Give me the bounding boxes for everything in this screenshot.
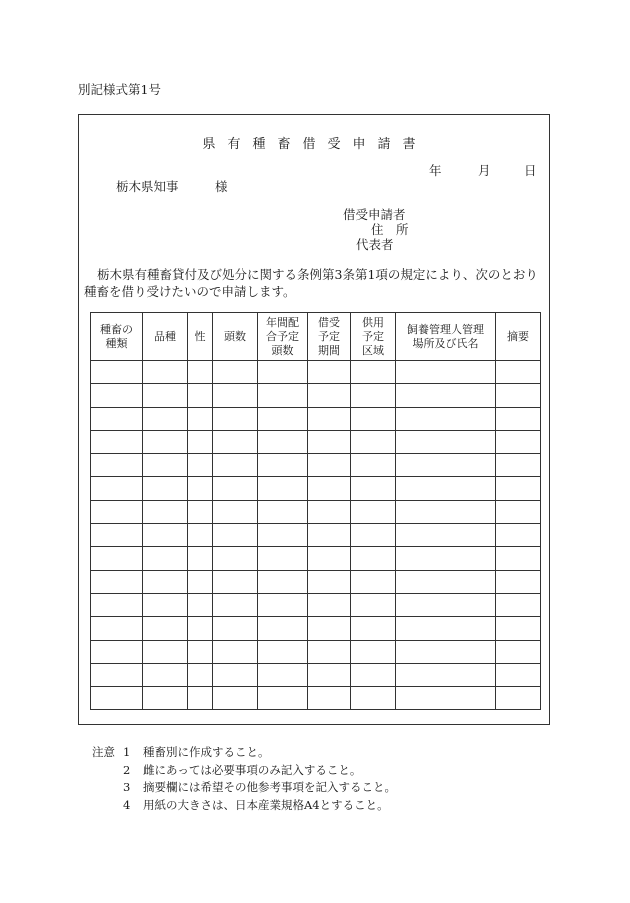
table-cell[interactable] — [496, 547, 541, 570]
table-cell[interactable] — [308, 617, 351, 640]
table-cell[interactable] — [396, 663, 496, 686]
table-cell[interactable] — [258, 640, 308, 663]
applicant-address-label: 住 所 — [371, 222, 409, 237]
table-cell[interactable] — [351, 454, 396, 477]
table-cell[interactable] — [188, 430, 213, 453]
table-cell[interactable] — [91, 663, 143, 686]
table-cell[interactable] — [188, 547, 213, 570]
table-cell[interactable] — [496, 663, 541, 686]
table-cell[interactable] — [188, 361, 213, 384]
table-cell[interactable] — [188, 687, 213, 710]
table-cell[interactable] — [496, 430, 541, 453]
column-header: 品種 — [143, 313, 188, 361]
table-cell[interactable] — [213, 524, 258, 547]
notes-indent — [92, 762, 123, 780]
table-cell[interactable] — [143, 687, 188, 710]
table-cell[interactable] — [91, 477, 143, 500]
table-cell[interactable] — [188, 570, 213, 593]
date-month-label: 月 — [478, 163, 491, 178]
table-cell[interactable] — [396, 384, 496, 407]
note-text: 用紙の大きさは、日本産業規格A4とすること。 — [143, 797, 389, 812]
table-cell[interactable] — [258, 687, 308, 710]
note-number: 3 — [123, 780, 131, 794]
table-cell[interactable] — [396, 361, 496, 384]
table-cell[interactable] — [213, 570, 258, 593]
table-cell[interactable] — [258, 407, 308, 430]
table-cell[interactable] — [351, 430, 396, 453]
applicant-label: 借受申請者 — [343, 207, 406, 222]
table-cell[interactable] — [213, 500, 258, 523]
table-cell[interactable] — [308, 687, 351, 710]
table-cell[interactable] — [91, 687, 143, 710]
table-cell[interactable] — [496, 477, 541, 500]
table-cell[interactable] — [496, 361, 541, 384]
table-cell[interactable] — [143, 477, 188, 500]
table-row — [91, 454, 541, 477]
table-cell[interactable] — [143, 617, 188, 640]
table-cell[interactable] — [213, 593, 258, 616]
table-cell[interactable] — [308, 361, 351, 384]
table-cell[interactable] — [308, 477, 351, 500]
table-cell[interactable] — [258, 570, 308, 593]
table-cell[interactable] — [396, 687, 496, 710]
table-cell[interactable] — [396, 454, 496, 477]
table-cell[interactable] — [496, 570, 541, 593]
note-number: 2 — [123, 762, 131, 777]
column-header: 性 — [188, 313, 213, 361]
table-cell[interactable] — [91, 361, 143, 384]
note-text: 雌にあっては必要事項のみ記入すること。 — [143, 762, 362, 777]
table-cell[interactable] — [351, 663, 396, 686]
notes-section — [92, 744, 396, 814]
table-cell[interactable] — [91, 524, 143, 547]
table-cell[interactable] — [143, 361, 188, 384]
table-row — [91, 500, 541, 523]
form-title: 県有種畜借受申請書 — [202, 137, 428, 152]
column-header: 年間配 合予定 頭数 — [258, 313, 308, 361]
date-year-label: 年 — [429, 163, 442, 178]
table-cell[interactable] — [351, 640, 396, 663]
table-cell[interactable] — [308, 500, 351, 523]
table-cell[interactable] — [351, 384, 396, 407]
table-cell[interactable] — [188, 617, 213, 640]
table-cell[interactable] — [351, 687, 396, 710]
table-cell[interactable] — [258, 547, 308, 570]
table-cell[interactable] — [351, 477, 396, 500]
applicant-block — [343, 207, 409, 252]
table-cell[interactable] — [91, 500, 143, 523]
table-cell[interactable] — [91, 407, 143, 430]
table-cell[interactable] — [308, 547, 351, 570]
table-cell[interactable] — [351, 524, 396, 547]
table-row — [91, 361, 541, 384]
table-row — [91, 593, 541, 616]
table-cell[interactable] — [308, 524, 351, 547]
column-header: 飼養管理人管理 場所及び氏名 — [396, 313, 496, 361]
column-header: 摘要 — [496, 313, 541, 361]
notes-indent — [92, 797, 123, 815]
table-cell[interactable] — [143, 430, 188, 453]
table-cell[interactable] — [91, 384, 143, 407]
table-cell[interactable] — [91, 570, 143, 593]
table-row — [91, 477, 541, 500]
table-row — [91, 640, 541, 663]
table-cell[interactable] — [396, 547, 496, 570]
addressee: 栃木県知事 — [116, 179, 179, 194]
table-cell[interactable] — [188, 477, 213, 500]
table-cell[interactable] — [188, 593, 213, 616]
table-cell[interactable] — [143, 384, 188, 407]
table-cell[interactable] — [143, 524, 188, 547]
table-cell[interactable] — [496, 687, 541, 710]
table-cell[interactable] — [143, 593, 188, 616]
table-cell[interactable] — [258, 617, 308, 640]
table-row — [91, 407, 541, 430]
table-cell[interactable] — [351, 570, 396, 593]
table-cell[interactable] — [213, 384, 258, 407]
table-cell[interactable] — [258, 430, 308, 453]
table-cell[interactable] — [213, 663, 258, 686]
table-cell[interactable] — [91, 640, 143, 663]
table-row — [91, 687, 541, 710]
table-cell[interactable] — [143, 663, 188, 686]
table-cell[interactable] — [91, 547, 143, 570]
table-cell[interactable] — [213, 430, 258, 453]
note-item — [92, 779, 396, 797]
table-cell[interactable] — [213, 407, 258, 430]
table-cell[interactable] — [258, 593, 308, 616]
table-cell[interactable] — [396, 407, 496, 430]
table-cell[interactable] — [258, 454, 308, 477]
table-cell[interactable] — [308, 570, 351, 593]
table-cell[interactable] — [496, 500, 541, 523]
table-row — [91, 430, 541, 453]
table-cell[interactable] — [351, 361, 396, 384]
table-cell[interactable] — [308, 640, 351, 663]
note-number: 4 — [123, 797, 131, 812]
honorific: 様 — [215, 179, 228, 194]
table-cell[interactable] — [496, 524, 541, 547]
table-row — [91, 547, 541, 570]
table-cell[interactable] — [351, 500, 396, 523]
table-cell[interactable] — [258, 361, 308, 384]
note-number: 1 — [123, 745, 131, 759]
table-cell[interactable] — [188, 384, 213, 407]
column-header: 供用 予定 区域 — [351, 313, 396, 361]
table-cell[interactable] — [308, 384, 351, 407]
table-row — [91, 384, 541, 407]
table-row — [91, 524, 541, 547]
table-cell[interactable] — [396, 430, 496, 453]
table-cell[interactable] — [258, 477, 308, 500]
table-cell[interactable] — [213, 617, 258, 640]
note-text: 種畜別に作成すること。 — [143, 745, 270, 759]
table-cell[interactable] — [396, 593, 496, 616]
table-cell[interactable] — [351, 593, 396, 616]
livestock-table — [90, 312, 541, 710]
table-cell[interactable] — [213, 640, 258, 663]
table-cell[interactable] — [143, 570, 188, 593]
table-cell[interactable] — [143, 407, 188, 430]
table-cell[interactable] — [188, 407, 213, 430]
table-row — [91, 617, 541, 640]
application-statement-text: 栃木県有種畜貸付及び処分に関する条例第3条第1項の規定により、次のとおり種畜を借り受けたいので申請します。 — [84, 267, 538, 299]
note-item — [92, 797, 396, 815]
table-cell[interactable] — [258, 384, 308, 407]
table-cell[interactable] — [258, 524, 308, 547]
note-item — [92, 744, 396, 762]
table-cell[interactable] — [308, 593, 351, 616]
table-cell[interactable] — [396, 570, 496, 593]
table-row — [91, 663, 541, 686]
table-cell[interactable] — [91, 454, 143, 477]
table-cell[interactable] — [143, 500, 188, 523]
table-cell[interactable] — [396, 640, 496, 663]
applicant-representative-label: 代表者 — [356, 237, 394, 252]
notes-prefix: 注意 — [92, 745, 115, 759]
table-cell[interactable] — [351, 617, 396, 640]
table-cell[interactable] — [258, 663, 308, 686]
table-cell[interactable] — [213, 477, 258, 500]
table-cell[interactable] — [213, 547, 258, 570]
table-cell[interactable] — [91, 430, 143, 453]
table-cell[interactable] — [496, 593, 541, 616]
table-cell[interactable] — [396, 477, 496, 500]
table-cell[interactable] — [396, 524, 496, 547]
table-cell[interactable] — [143, 547, 188, 570]
notes-indent — [92, 779, 123, 797]
column-header: 種畜の 種類 — [91, 313, 143, 361]
table-cell[interactable] — [188, 524, 213, 547]
table-cell[interactable] — [258, 500, 308, 523]
form-number: 別記様式第1号 — [78, 82, 161, 97]
table-cell[interactable] — [91, 617, 143, 640]
table-cell[interactable] — [143, 454, 188, 477]
table-cell[interactable] — [143, 640, 188, 663]
table-cell[interactable] — [213, 454, 258, 477]
table-cell[interactable] — [213, 687, 258, 710]
note-text: 摘要欄には希望その他参考事項を記入すること。 — [143, 780, 396, 794]
table-cell[interactable] — [396, 617, 496, 640]
table-cell[interactable] — [496, 407, 541, 430]
table-cell[interactable] — [213, 361, 258, 384]
table-cell[interactable] — [496, 640, 541, 663]
table-cell[interactable] — [351, 407, 396, 430]
column-header: 借受 予定 期間 — [308, 313, 351, 361]
table-cell[interactable] — [188, 663, 213, 686]
table-cell[interactable] — [91, 593, 143, 616]
table-cell[interactable] — [308, 430, 351, 453]
table-header-row — [91, 313, 541, 361]
table-cell[interactable] — [496, 454, 541, 477]
table-cell[interactable] — [496, 384, 541, 407]
table-row — [91, 570, 541, 593]
date-day-label: 日 — [524, 163, 537, 178]
table-cell[interactable] — [496, 617, 541, 640]
note-item — [92, 762, 396, 780]
table-cell[interactable] — [188, 640, 213, 663]
table-cell[interactable] — [188, 500, 213, 523]
table-cell[interactable] — [308, 663, 351, 686]
application-statement — [84, 266, 544, 300]
table-cell[interactable] — [188, 454, 213, 477]
table-cell[interactable] — [396, 500, 496, 523]
table-cell[interactable] — [308, 407, 351, 430]
table-cell[interactable] — [351, 547, 396, 570]
table-body — [91, 361, 541, 710]
column-header: 頭数 — [213, 313, 258, 361]
table-cell[interactable] — [308, 454, 351, 477]
